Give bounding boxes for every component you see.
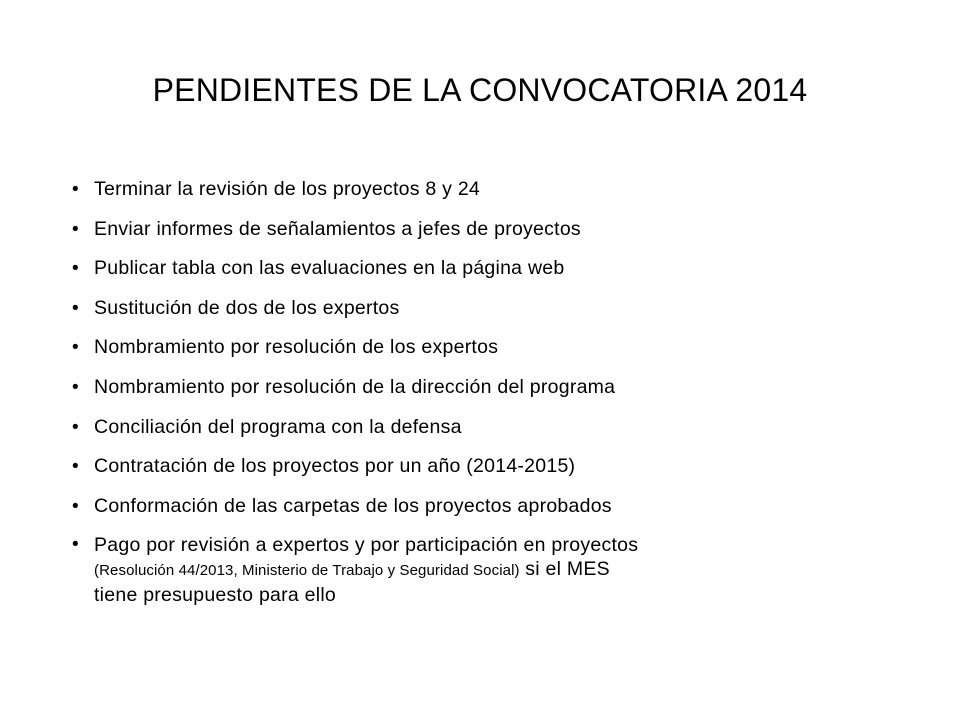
list-item-text: Nombramiento por resolución de la dirección del programa (94, 375, 616, 398)
bullet-icon: • (72, 376, 79, 398)
list-item-text: Sustitución de dos de los expertos (94, 296, 400, 319)
list-item-payment (72, 530, 872, 607)
bullet-icon: • (72, 218, 79, 240)
list-item (72, 293, 872, 325)
list-item (72, 214, 872, 246)
slide-title: PENDIENTES DE LA CONVOCATORIA 2014 (152, 72, 808, 108)
list-item-text: Conformación de las carpetas de los proyectos aprobados (94, 494, 612, 517)
list-item (72, 332, 872, 364)
bullet-icon: • (72, 179, 79, 200)
list-item (72, 491, 872, 523)
list-item-text: Conciliación del programa con la defensa (94, 415, 462, 438)
bullet-list (72, 174, 872, 615)
list-item-text: Contratación de los proyectos por un año (2014-2015) (94, 455, 576, 478)
list-item-text: Enviar informes de señalamientos a jefes de proyectos (94, 217, 581, 240)
bullet-icon: • (72, 456, 79, 478)
mes-condition: si el MES (519, 558, 610, 581)
list-item-text: Publicar tabla con las evaluaciones en la página web (94, 257, 565, 280)
list-item-text: Terminar la revisión de los proyectos 8 y 24 (94, 178, 481, 200)
bullet-icon: • (72, 297, 79, 319)
payment-text: Pago por revisión a expertos y por participación en proyectos (94, 534, 639, 557)
bullet-icon: • (72, 337, 79, 359)
bullet-icon: • (72, 495, 79, 517)
resolution-reference: (Resolución 44/2013, Ministerio de Trabajo y Seguridad Social) (94, 562, 520, 580)
list-item (72, 451, 872, 483)
list-item (72, 253, 872, 285)
list-item (72, 412, 872, 444)
bullet-icon: • (72, 416, 79, 438)
bullet-icon: • (72, 258, 79, 280)
list-item (72, 372, 872, 404)
budget-condition: tiene presupuesto para ello (94, 584, 336, 607)
bullet-icon: • (72, 534, 79, 556)
list-item-text: Nombramiento por resolución de los expertos (94, 336, 499, 359)
list-item-text (94, 530, 872, 607)
list-item (72, 174, 872, 206)
